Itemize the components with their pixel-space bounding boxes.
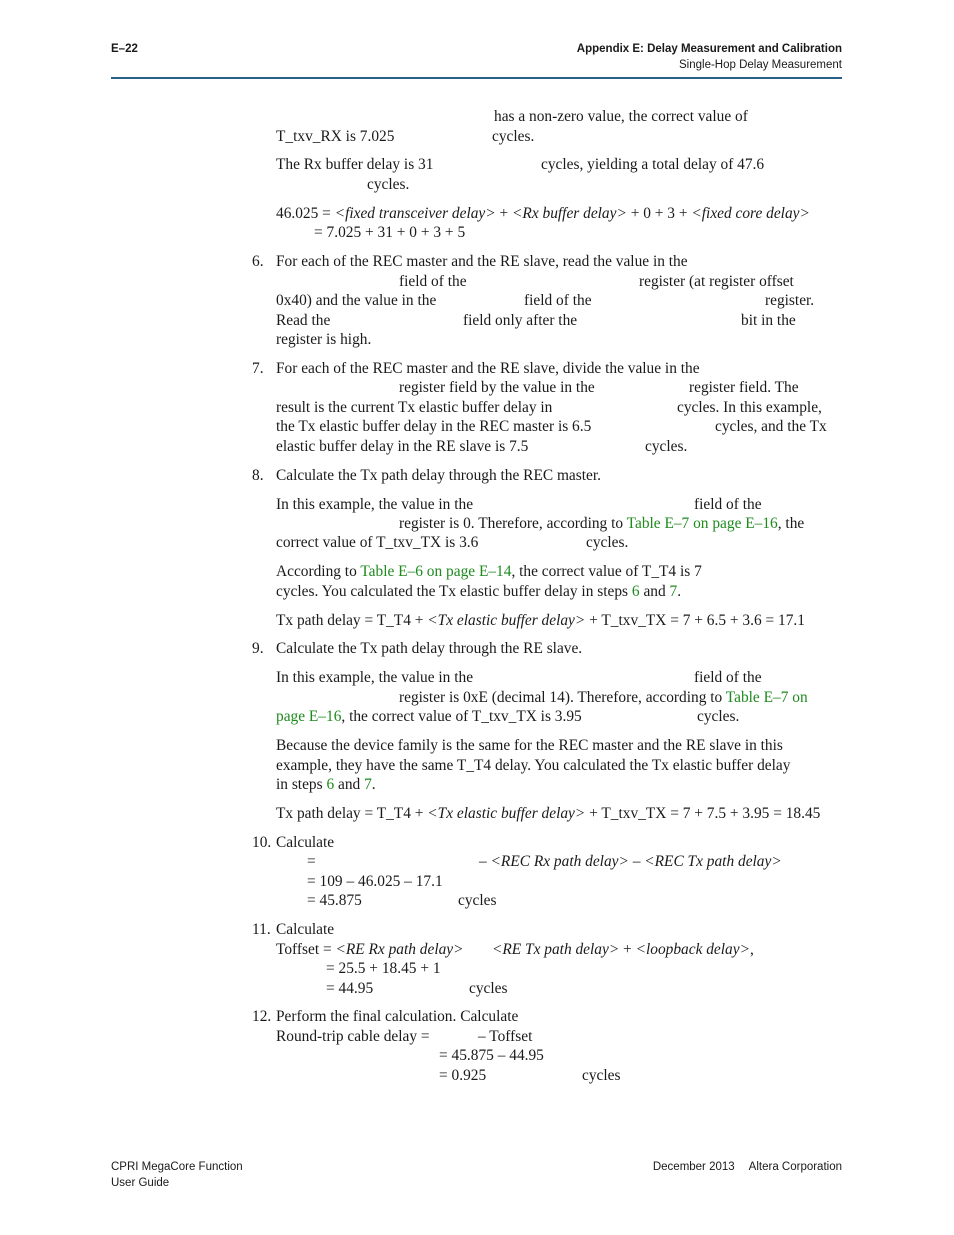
step9-pa-line3b: cycles. (697, 708, 740, 725)
step10-line2a: = (307, 853, 316, 870)
step6-number: 6. (252, 253, 264, 270)
step8-equation: Tx path delay = T_T4 + <Tx elastic buffer delay> + T_txv_TX = 7 + 6.5 + 3.6 = 17.1 (276, 612, 805, 629)
step10-line4a: = 45.875 (307, 892, 362, 909)
step8-pb-line2: cycles. You calculated the Tx elastic buffer delay in steps 6 and 7. (276, 583, 682, 600)
p1-line2a: T_txv_RX is 7.025 (276, 128, 395, 145)
step8-pb-line1: According to Table E–6 on page E–14, the correct value of T_T4 is 7 (276, 563, 702, 580)
step9-pb-line2: example, they have the same T_T4 delay. You calculated the Tx elastic buffer delay (276, 757, 791, 774)
step6-link[interactable]: 6 (631, 583, 640, 600)
page-number: E–22 (111, 43, 138, 55)
step7-line3b: cycles. In this example, (677, 399, 822, 416)
page-e16-link[interactable]: page E–16 (276, 708, 342, 725)
step12-line1: Perform the final calculation. Calculate (276, 1008, 519, 1025)
step7-number: 7. (252, 360, 264, 377)
step12-line4b: cycles (582, 1067, 621, 1084)
p1-line1: has a non-zero value, the correct value of (494, 108, 748, 125)
step12-line2a: Round-trip cable delay = (276, 1028, 430, 1045)
step8-pa-line1a: In this example, the value in the (276, 496, 474, 513)
step7-line5b: cycles. (645, 438, 688, 455)
table-e7-link-2[interactable]: Table E–7 on (725, 689, 808, 706)
step8-pa-line1b: field of the (694, 496, 762, 513)
step6-line4c: bit in the (741, 312, 796, 329)
step10-line3: = 109 – 46.025 – 17.1 (307, 873, 443, 890)
step6-line2b: register (at register offset (639, 273, 794, 290)
chapter-title: Appendix E: Delay Measurement and Calibration (576, 43, 842, 55)
step9-pb-line3: in steps 6 and 7. (276, 776, 376, 793)
step6-line4b: field only after the (463, 312, 578, 329)
step9-pa-line1a: In this example, the value in the (276, 669, 474, 686)
p2-line2: cycles. (367, 176, 410, 193)
footer-date: December 2013 (652, 1161, 735, 1173)
step12-line4a: = 0.925 (439, 1067, 487, 1084)
step9-line1: Calculate the Tx path delay through the RE slave. (276, 640, 583, 657)
footer-company: Altera Corporation (748, 1161, 842, 1173)
step7-line3a: result is the current Tx elastic buffer delay in (276, 399, 553, 416)
p2-line1a: The Rx buffer delay is 31 (276, 156, 434, 173)
step11-line2a: Toffset = <RE Rx path delay> (276, 941, 464, 958)
step10-number: 10. (252, 834, 272, 851)
table-e7-link[interactable]: Table E–7 on page E–16 (626, 515, 778, 532)
eq1-line2: = 7.025 + 31 + 0 + 3 + 5 (314, 224, 466, 241)
step8-pa-line2: register is 0. Therefore, according to Table E–7 on page E–16, the (399, 515, 805, 532)
step9-pa-line1b: field of the (694, 669, 762, 686)
section-title: Single-Hop Delay Measurement (679, 59, 842, 71)
step9-pb-line1: Because the device family is the same for the REC master and the RE slave in this (276, 737, 783, 754)
step8-line1: Calculate the Tx path delay through the REC master. (276, 467, 601, 484)
step11-number: 11. (252, 921, 271, 938)
step6-line1: For each of the REC master and the RE slave, read the value in the (276, 253, 688, 270)
step12-line3: = 45.875 – 44.95 (439, 1047, 544, 1064)
step7-line2b: register field. The (689, 379, 799, 396)
step9-number: 9. (252, 640, 264, 657)
step11-line4b: cycles (469, 980, 508, 997)
step8-pa-line3a: correct value of T_txv_TX is 3.6 (276, 534, 479, 551)
step9-pa-line2: register is 0xE (decimal 14). Therefore, according to Table E–7 on (399, 689, 808, 706)
step12-number: 12. (252, 1008, 272, 1025)
step7-line4a: the Tx elastic buffer delay in the REC master is 6.5 (276, 418, 592, 435)
p1-line2b: cycles. (492, 128, 535, 145)
step7-line5a: elastic buffer delay in the RE slave is 7.5 (276, 438, 529, 455)
footer-right (653, 1161, 842, 1173)
step11-line3: = 25.5 + 18.45 + 1 (326, 960, 441, 977)
step11-line2b: <RE Tx path delay> + <loopback delay>, (492, 941, 754, 958)
footer-doc-title: CPRI MegaCore Function (111, 1161, 243, 1173)
step8-pa-line3b: cycles. (586, 534, 629, 551)
step12-line2b: – Toffset (478, 1028, 533, 1045)
step6-line2a: field of the (399, 273, 467, 290)
step6-line3c: register. (765, 292, 815, 309)
step10-line1: Calculate (276, 834, 335, 851)
step10-line4b: cycles (458, 892, 497, 909)
step7-link-2[interactable]: 7 (364, 776, 372, 793)
step10-line2b: – <REC Rx path delay> – <REC Tx path delay> (479, 853, 782, 870)
step8-number: 8. (252, 467, 264, 484)
step6-line3b: field of the (524, 292, 592, 309)
step6-line4a: Read the (276, 312, 331, 329)
table-e6-link[interactable]: Table E–6 on page E–14 (360, 563, 512, 580)
step9-pa-line3a: page E–16, the correct value of T_txv_TX is 3.95 (276, 708, 582, 725)
step7-line4b: cycles, and the Tx (715, 418, 827, 435)
step7-line1: For each of the REC master and the RE slave, divide the value in the (276, 360, 700, 377)
p2-line1b: cycles, yielding a total delay of 47.6 (541, 156, 765, 173)
step6-line5: register is high. (276, 331, 372, 348)
header-rule (111, 77, 842, 79)
step6-link-2[interactable]: 6 (326, 776, 335, 793)
step11-line4a: = 44.95 (326, 980, 374, 997)
eq1-line1: 46.025 = <fixed transceiver delay> + <Rx buffer delay> + 0 + 3 + <fixed core delay> (276, 205, 810, 222)
step9-equation: Tx path delay = T_T4 + <Tx elastic buffer delay> + T_txv_TX = 7 + 7.5 + 3.95 = 18.45 (276, 805, 821, 822)
step7-link[interactable]: 7 (669, 583, 678, 600)
step6-line3a: 0x40) and the value in the (276, 292, 437, 309)
footer-doc-subtitle: User Guide (111, 1177, 170, 1189)
step7-line2a: register field by the value in the (399, 379, 595, 396)
step11-line1: Calculate (276, 921, 335, 938)
